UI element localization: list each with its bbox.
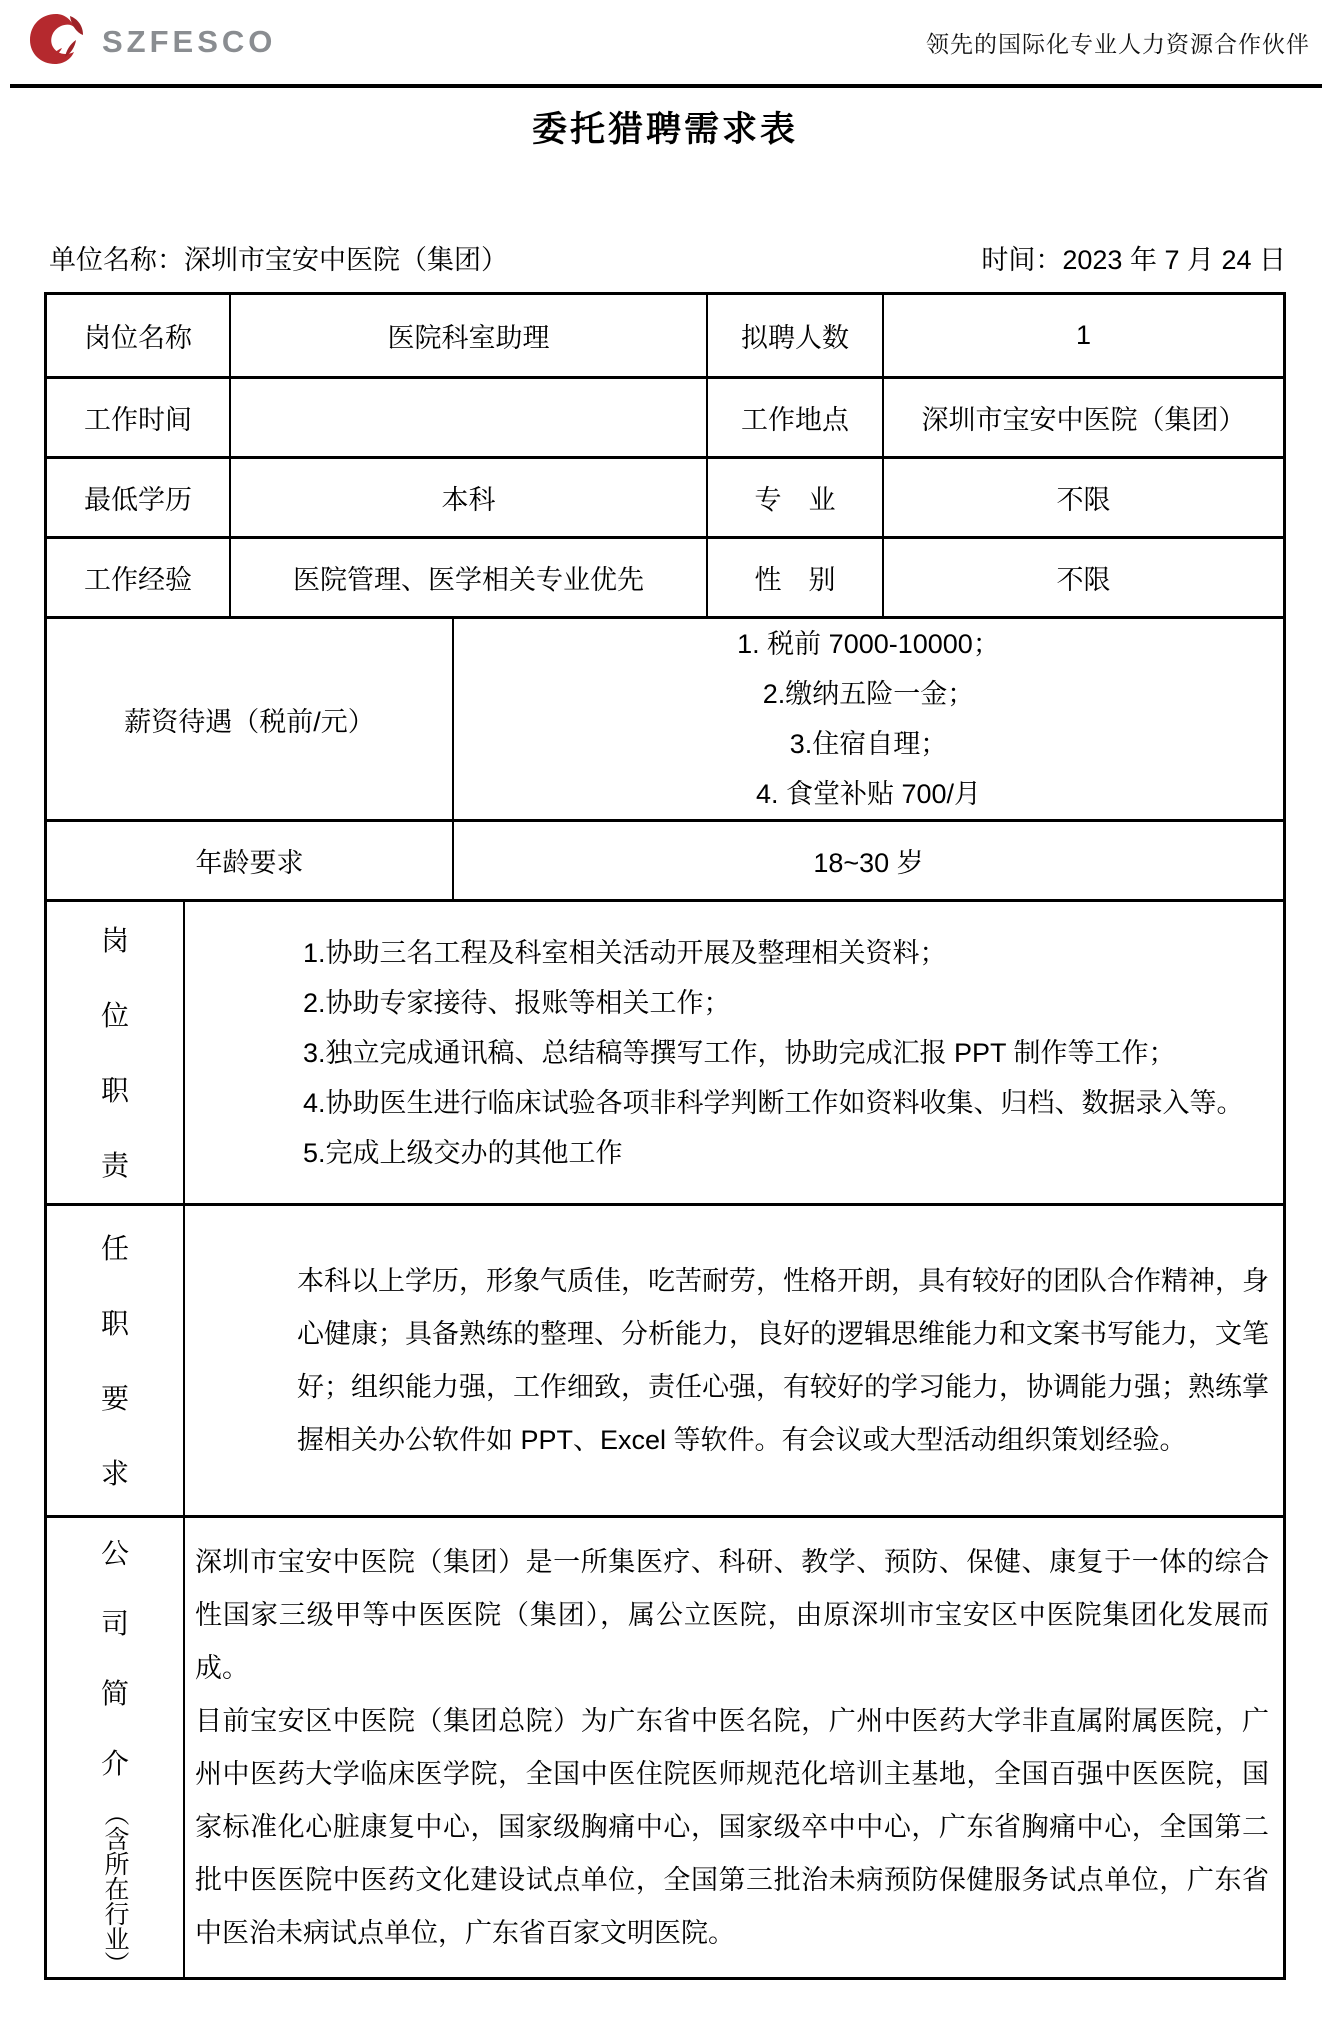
table-row: [47, 536, 1283, 616]
table-row: [47, 616, 1283, 819]
duties-value: [183, 902, 1283, 1203]
experience-label: 工作经验: [84, 565, 192, 595]
info-line: [49, 238, 1286, 277]
table-row: [47, 295, 1283, 376]
position-name-value: 医院科室助理: [229, 295, 706, 376]
company-name-text: 单位名称：深圳市宝安中医院（集团）: [49, 245, 508, 275]
header-divider: [10, 84, 1322, 88]
work-location-value: 深圳市宝安中医院（集团）: [882, 379, 1283, 456]
job-requirements-value: 本科以上学历，形象气质佳，吃苦耐劳，性格开朗，具有较好的团队合作精神，身心健康；具备熟练的整理、分析能力，良好的逻辑思维能力和文案书写能力，文笔好；组织能力强，工作细致，责任心强，有较好的学习能力，协调能力强；熟练掌握相关办公软件如 PPT、Excel 等软件。有会议或大型活动组织策划经验。: [183, 1206, 1283, 1515]
profile-paragraph: 目前宝安区中医院（集团总院）为广东省中医名院，广州中医药大学非直属附属医院，广州中医药大学临床医学院，全国中医住院医师规范化培训主基地，全国百强中医医院，国家标准化心脏康复中心，国家级胸痛中心，国家级卒中中心，广东省胸痛中心，全国第二批中医医院中医药文化建设试点单位，全国第三批治未病预防保健服务试点单位，广东省中医治未病试点单位，广东省百家文明医院。: [195, 1705, 1269, 1948]
header-tagline: 领先的国际化专业人力资源合作伙伴: [926, 31, 1310, 57]
work-location-label: 工作地点: [706, 379, 882, 456]
page-title: 委托猎聘需求表: [531, 110, 798, 149]
gender-label: 性 别: [706, 539, 882, 616]
header-logo: [26, 10, 276, 73]
min-education-value: 本科: [229, 459, 706, 536]
salary-line: 2.缴纳五险一金；: [762, 679, 975, 709]
age-value: 18~30 岁: [452, 822, 1283, 899]
gender-value: 不限: [882, 539, 1283, 616]
duties-label: 岗位职责: [100, 924, 129, 1181]
table-row: [47, 819, 1283, 899]
szfesco-logo-icon: [26, 10, 88, 73]
age-label: 年龄要求: [195, 848, 304, 878]
table-row: [47, 376, 1283, 456]
job-requirements-label: 任职要求: [100, 1232, 129, 1489]
work-time-value: [229, 379, 706, 456]
table-row: [47, 1203, 1283, 1515]
major-label: 专 业: [706, 459, 882, 536]
duty-line: 3.独立完成通讯稿、总结稿等撰写工作，协助完成汇报 PPT 制作等工作；: [303, 1037, 1176, 1068]
salary-line: 1. 税前 7000-10000；: [737, 629, 1000, 659]
salary-line: 4. 食堂补贴 700/月: [755, 779, 982, 809]
salary-line: 3.住宿自理；: [789, 729, 948, 759]
company-profile-label-suffix: （含所在行业）: [101, 1801, 129, 1976]
headcount-value: 1: [882, 295, 1283, 376]
experience-value: 医院管理、医学相关专业优先: [229, 539, 706, 616]
requirements-table: [44, 292, 1286, 1980]
company-profile-label: 公司简介 （含所在行业）: [100, 1538, 129, 1976]
date-text: 时间：2023 年 7 月 24 日: [981, 245, 1286, 275]
work-time-label: 工作时间: [84, 405, 192, 435]
table-row: [47, 456, 1283, 536]
salary-label: 薪资待遇（税前/元）: [124, 706, 375, 737]
logo-text: SZFESCO: [102, 23, 277, 59]
min-education-label: 最低学历: [84, 485, 192, 515]
duty-line: 4.协助医生进行临床试验各项非科学判断工作如资料收集、归档、数据录入等。: [303, 1087, 1244, 1118]
table-row: [47, 899, 1283, 1203]
company-profile-value: [183, 1518, 1283, 1977]
table-row: [47, 1515, 1283, 1977]
salary-value: [452, 619, 1283, 819]
headcount-label: 拟聘人数: [706, 295, 882, 376]
duty-line: 2.协助专家接待、报账等相关工作；: [303, 987, 731, 1018]
duty-line: 5.完成上级交办的其他工作: [303, 1137, 623, 1168]
position-name-label: 岗位名称: [84, 323, 192, 353]
duty-line: 1.协助三名工程及科室相关活动开展及整理相关资料；: [303, 937, 947, 968]
profile-paragraph: 深圳市宝安中医院（集团）是一所集医疗、科研、教学、预防、保健、康复于一体的综合性国家三级甲等中医医院（集团），属公立医院，由原深圳市宝安区中医院集团化发展而成。: [195, 1546, 1269, 1683]
major-value: 不限: [882, 459, 1283, 536]
